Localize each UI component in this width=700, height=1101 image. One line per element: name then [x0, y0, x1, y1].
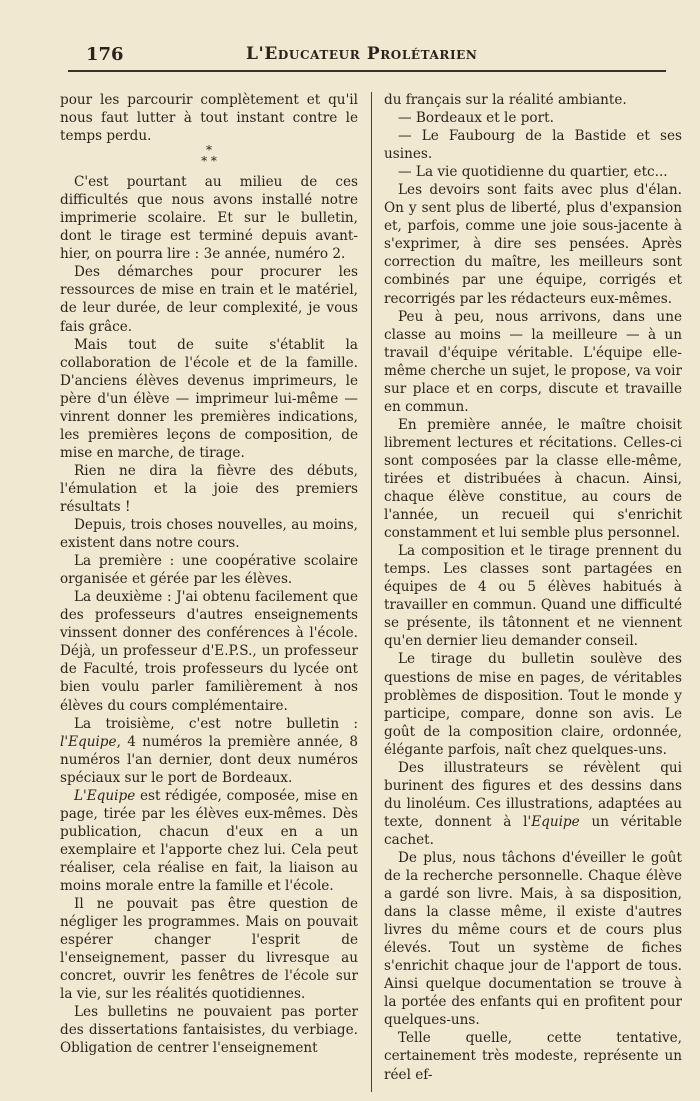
- paragraph: Des démarches pour procurer les ressources de mise en train et le matériel, de leur durée, de leur complexité, je vous fais grâce.: [60, 264, 358, 335]
- separator-stars-bottom: * *: [201, 154, 217, 169]
- page-number: 176: [86, 44, 124, 65]
- journal-title: L'Equipe: [74, 787, 136, 804]
- paragraph: — Bordeaux et le port.: [398, 110, 554, 127]
- journal-title: l'Equipe: [60, 733, 117, 750]
- paragraph: La deuxième : J'ai obtenu facilement que des professeurs d'autres enseignements vinssent donner des conférences à l'école. Déjà, un professeur d'E.P.S., un professeur de Faculté, trois professeurs du lycée ont bien voulu parler familièrement à nos élèves du cours complémentaire.: [60, 589, 358, 714]
- paragraph-text: Des illustrateurs se révèlent qui burinent des figures et des dessins dans du linoléum. Ces illustrations, adaptées au texte, donnent à l': [384, 759, 682, 830]
- paragraph-text: est rédigée, composée, mise en page, tirée par les élèves eux-mêmes. Dès publication, chacun d'eux en a un exemplaire et l'apporte chez lui. Cela peut réaliser, cela réalise en fait, la liaison au moins morale entre la famille et l'école.: [60, 787, 358, 894]
- paragraph: — Le Faubourg de la Bastide et ses usines.: [384, 128, 682, 163]
- journal-title: Equipe: [531, 813, 580, 830]
- page-header: [68, 40, 666, 72]
- paragraph: Les bulletins ne pouvaient pas porter des dissertations fantaisistes, du verbiage. Obligation de centrer l'enseignement: [60, 1004, 358, 1057]
- paragraph-text: , 4 numéros la première année, 8 numéros l'an dernier, dont deux numéros spéciaux sur le port de Bordeaux.: [60, 733, 358, 786]
- running-title: L'Educateur Prolétarien: [246, 44, 478, 64]
- text-columns: [60, 91, 688, 1091]
- paragraph: Mais tout de suite s'établit la collaboration de l'école et de la famille. D'anciens élèves devenus imprimeurs, le père d'un élève — imprimeur lui-même — vinrent donner les premières indications, les premières leçons de composition, de mise en marche, de tirage.: [60, 336, 358, 461]
- paragraph: pour les parcourir complètement et qu'il nous faut lutter à tout instant contre le temps perdu.: [60, 92, 358, 145]
- paragraph: En première année, le maître choisit librement lectures et récitations. Celles-ci sont composées par la classe elle-même, tirées et distribuées à chacun. Ainsi, chaque élève constitue, au cours de l'année, un recueil qui s'enrichit constamment et lui semble plus personnel.: [384, 416, 682, 542]
- paragraph: Il ne pouvait pas être question de négliger les programmes. Mais on pouvait espérer changer l'esprit de l'enseignement, passer du livresque au concret, ouvrir les fenêtres de l'école sur la vie, sur les réalités quotidiennes.: [60, 896, 358, 1003]
- paragraph: La composition et le tirage prennent du temps. Les classes sont partagées en équipes de 4 ou 5 élèves habitués à travailler en commun. Quand une difficulté se présente, ils tâtonnent et ne viennent qu'en dernier lieu demander conseil.: [384, 543, 682, 650]
- paragraph: Le tirage du bulletin soulève des questions de mise en pages, de véritables problèmes de disposition. Tout le monde y participe, compare, donne son avis. Le goût de la composition claire, ordonnée, élégante parfois, naît chez quelques-uns.: [384, 651, 682, 758]
- paragraph-text: un véritable cachet.: [384, 813, 682, 848]
- paragraph: De plus, nous tâchons d'éveiller le goût de la recherche personnelle. Chaque élève a gardé son livre. Mais, à sa disposition, dans la classe même, il existe d'autres livres du même cours et de cours plus élevés. Tout un système de fiches s'enrichit chaque jour de l'apport de tous. Ainsi quelque documentation se trouve à la portée des enfants qui en profitent pour quelques-uns.: [384, 849, 682, 1029]
- paragraph: Les devoirs sont faits avec plus d'élan. On y sent plus de liberté, plus d'expansion et, parfois, comme une joie sous-jacente à s'exprimer, à dire ses pensées. Après correction du maître, les meilleurs sont combinés par une équipe, corrigés et recorrigés par les rédacteurs eux-mêmes.: [384, 182, 682, 307]
- paragraph: Peu à peu, nous arrivons, dans une classe au moins — la meilleure — à un travail d'équipe véritable. L'équipe elle-même cherche un sujet, le propose, va voir sur place et en corps, discute et travaille en commun.: [384, 308, 682, 415]
- right-column: [384, 91, 682, 1084]
- paragraph: Telle quelle, cette tentative, certainement très modeste, représente un réel ef-: [384, 1030, 682, 1083]
- paragraph: [60, 715, 358, 787]
- section-separator: [60, 145, 358, 167]
- paragraph-text: La troisième, c'est notre bulletin :: [74, 715, 358, 732]
- paragraph: [384, 759, 682, 849]
- paragraph: — La vie quotidienne du quartier, etc...: [398, 164, 668, 181]
- separator-star-top: *: [206, 143, 212, 158]
- left-column: [60, 91, 358, 1057]
- paragraph: C'est pourtant au milieu de ces difficultés que nous avons installé notre imprimerie scolaire. Et sur le bulletin, dont le tirage est terminé depuis avant-hier, on pourra lire : 3e année, numéro 2.: [60, 174, 358, 263]
- paragraph: Rien ne dira la fièvre des débuts, l'émulation et la joie des premiers résultats !: [60, 462, 358, 515]
- paragraph: du français sur la réalité ambiante.: [384, 92, 627, 108]
- paragraph: Depuis, trois choses nouvelles, au moins, existent dans notre cours.: [60, 517, 358, 552]
- paragraph: [60, 787, 358, 895]
- paragraph: La première : une coopérative scolaire organisée et gérée par les élèves.: [60, 553, 358, 588]
